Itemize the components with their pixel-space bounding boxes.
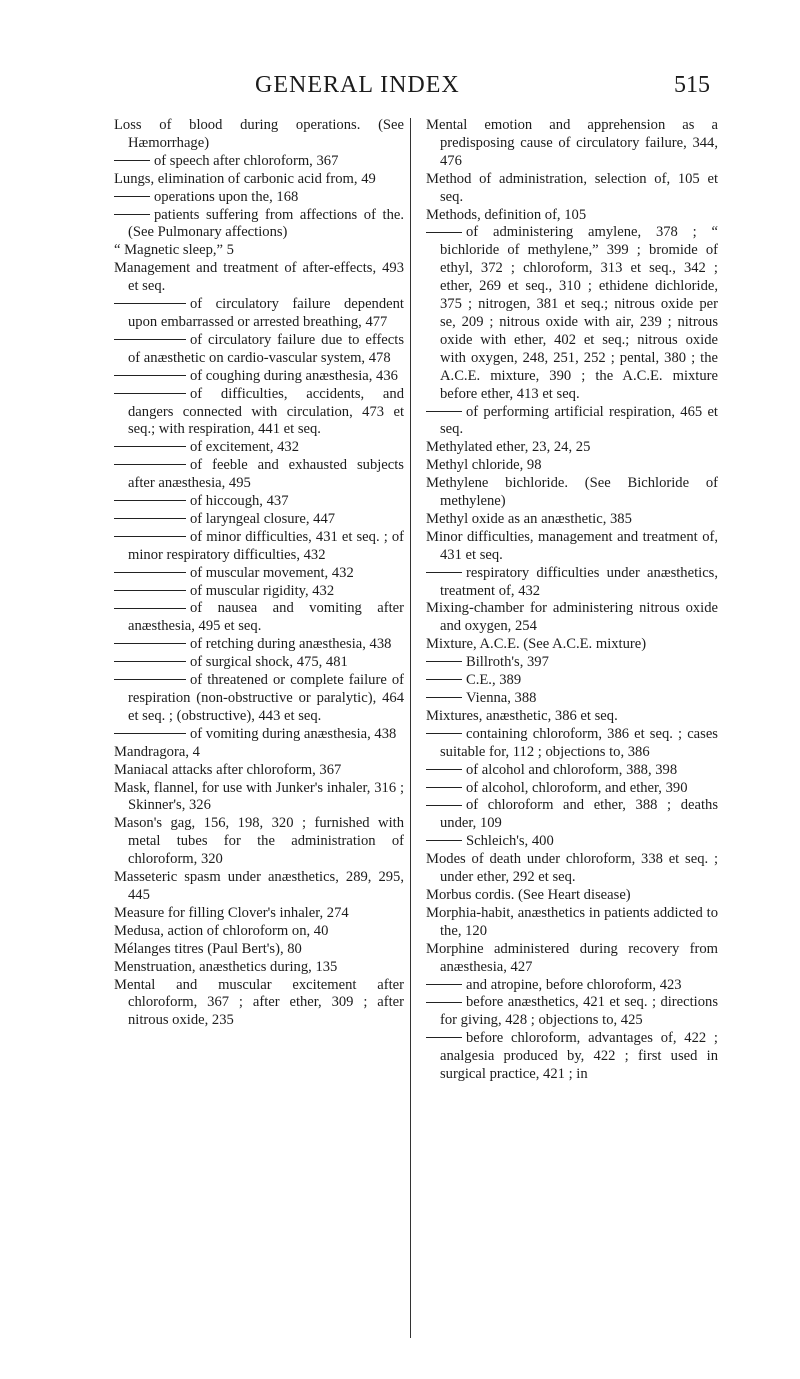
index-entry (426, 708, 718, 726)
ditto-dash (426, 984, 462, 985)
index-entry-text: Minor difficulties, management and treatment of, 431 et seq. (426, 528, 718, 563)
index-entry-text: patients suffering from affections of the. (See Pulmonary affections) (128, 206, 404, 241)
index-entry (114, 242, 404, 260)
index-entry (426, 1030, 718, 1084)
index-entry (114, 583, 404, 601)
index-entry-text: Modes of death under chloroform, 338 et seq. ; under ether, 292 et seq. (426, 851, 718, 886)
index-entry (114, 153, 404, 171)
page-header (0, 70, 800, 100)
index-entry-text: Maniacal attacks after chloroform, 367 (114, 761, 342, 778)
ditto-dash (426, 805, 462, 806)
index-entry (114, 529, 404, 565)
ditto-dash (114, 536, 186, 537)
index-entry (114, 511, 404, 529)
index-entry (426, 636, 718, 654)
ditto-dash (426, 232, 462, 233)
index-entry-text: Mental and muscular excitement after chloroform, 367 ; after ether, 309 ; after nitrous oxide, 235 (114, 976, 404, 1029)
index-entry (114, 171, 404, 189)
index-entry (426, 851, 718, 887)
ditto-dash (426, 661, 462, 662)
index-entry (114, 493, 404, 511)
index-entry-text: of minor difficulties, 431 et seq. ; of minor respiratory difficulties, 432 (128, 528, 404, 563)
ditto-dash (114, 679, 186, 680)
ditto-dash (114, 214, 150, 215)
index-entry (426, 833, 718, 851)
index-entry-text: of performing artificial respiration, 465 et seq. (440, 403, 718, 438)
index-entry-text: of alcohol and chloroform, 388, 398 (466, 761, 678, 778)
index-entry (426, 224, 718, 403)
index-entry (114, 565, 404, 583)
index-entry (114, 941, 404, 959)
index-entry-text: Mixtures, anæsthetic, 386 et seq. (426, 707, 618, 724)
column-divider (410, 118, 411, 1338)
index-entry-text: Loss of blood during operations. (See Hæmorrhage) (114, 117, 404, 151)
index-entry-text: of difficulties, accidents, and dangers connected with circulation, 473 et seq.; with respiration, 441 et seq. (128, 385, 404, 438)
index-entry (426, 941, 718, 977)
index-entry (114, 815, 404, 869)
index-entry (114, 780, 404, 816)
index-entry (114, 260, 404, 296)
index-entry-text: Masseteric spasm under anæsthetics, 289, 295, 445 (114, 869, 404, 903)
index-entry (114, 439, 404, 457)
index-entry (114, 117, 404, 153)
index-entry-text: Method of administration, selection of, 105 et seq. (426, 170, 718, 205)
index-entry-text: of vomiting during anæsthesia, 438 (190, 725, 397, 742)
index-entry-text: before anæsthetics, 421 et seq. ; directions for giving, 428 ; objections to, 425 (440, 994, 718, 1029)
index-entry-text: Methyl oxide as an anæsthetic, 385 (426, 510, 632, 527)
ditto-dash (114, 446, 186, 447)
index-entry (114, 762, 404, 780)
index-entry (426, 994, 718, 1030)
index-entry (426, 457, 718, 475)
index-entry-text: of laryngeal closure, 447 (190, 510, 336, 527)
index-entry-text: containing chloroform, 386 et seq. ; cases suitable for, 112 ; objections to, 386 (440, 725, 718, 760)
ditto-dash (114, 375, 186, 376)
index-entry (426, 404, 718, 440)
index-entry (426, 726, 718, 762)
index-entry-text: of circulatory failure dependent upon embarrassed or arrested breathing, 477 (128, 296, 404, 330)
ditto-dash (114, 518, 186, 519)
index-entry-text: Medusa, action of chloroform on, 40 (114, 922, 329, 939)
index-entry-text: of chloroform and ether, 388 ; deaths under, 109 (440, 797, 718, 832)
index-entry (114, 332, 404, 368)
index-entry-text: before chloroform, advantages of, 422 ; analgesia produced by, 422 ; first used in surgical practice, 421 ; in (440, 1030, 718, 1083)
index-entry-text: Methylated ether, 23, 24, 25 (426, 439, 591, 456)
index-entry-text: Lungs, elimination of carbonic acid from, 49 (114, 170, 376, 187)
index-entry-text: and atropine, before chloroform, 423 (466, 976, 682, 993)
index-entry (426, 439, 718, 457)
index-entry (114, 368, 404, 386)
index-entry-text: of retching during anæsthesia, 438 (190, 636, 392, 653)
index-entry-text: Morphine administered during recovery from anæsthesia, 427 (426, 940, 718, 975)
index-entry-text: Menstruation, anæsthetics during, 135 (114, 958, 338, 975)
index-entry-text: Morbus cordis. (See Heart disease) (426, 886, 631, 903)
ditto-dash (114, 643, 186, 644)
ditto-dash (114, 733, 186, 734)
index-entry (426, 475, 718, 511)
index-entry-text: Schleich's, 400 (466, 833, 554, 850)
ditto-dash (114, 500, 186, 501)
index-entry-text: Mask, flannel, for use with Junker's inhaler, 316 ; Skinner's, 326 (114, 779, 404, 814)
index-entry-text: Management and treatment of after-effects, 493 et seq. (114, 260, 404, 295)
ditto-dash (114, 339, 186, 340)
ditto-dash (426, 769, 462, 770)
index-entry (426, 654, 718, 672)
index-entry-text: of feeble and exhausted subjects after anæsthesia, 495 (128, 457, 404, 492)
ditto-dash (426, 1037, 462, 1038)
ditto-dash (114, 393, 186, 394)
ditto-dash (426, 840, 462, 841)
index-entry (114, 923, 404, 941)
index-entry (426, 797, 718, 833)
index-entry (114, 654, 404, 672)
ditto-dash (426, 411, 462, 412)
index-entry (426, 529, 718, 565)
index-entry (426, 117, 718, 171)
index-entry-text: of speech after chloroform, 367 (154, 152, 339, 169)
index-entry (114, 977, 404, 1031)
index-entry-text: Vienna, 388 (466, 690, 537, 706)
index-entry (114, 207, 404, 243)
left-index-column (114, 117, 404, 1030)
index-entry-text: of threatened or complete failure of respiration (non-obstructive or paralytic), 464 et seq. ; (obstructive), 443 et seq. (128, 672, 404, 724)
ditto-dash (426, 679, 462, 680)
index-entry-text: C.E., 389 (466, 672, 522, 689)
index-entry (426, 905, 718, 941)
index-entry (426, 780, 718, 798)
index-entry (114, 296, 404, 332)
index-entry-text: of muscular movement, 432 (190, 564, 354, 581)
index-entry (426, 690, 718, 708)
index-entry-text: of administering amylene, 378 ; “ bichloride of methylene,” 399 ; bromide of ethyl, 372 ; chloroform, 313 et seq., 342 ; ether, 269 et seq., 310 ; ethidene dichloride, 375 ; nitrogen, 381 et seq.; nitrous oxide per se, 209 ; nitrous oxide with air, 239 ; nitrous oxide with ether, 402 et seq.; nitrous oxide with oxygen, 248, 251, 252 ; pental, 380 ; the A.C.E. mixture, 390 ; the A.C.E. mixture before ether, 413 et seq. (440, 224, 718, 402)
index-entry-text: operations upon the, 168 (154, 188, 299, 205)
index-entry-text: Mixing-chamber for administering nitrous oxide and oxygen, 254 (426, 600, 718, 635)
ditto-dash (114, 303, 186, 304)
index-entry (426, 171, 718, 207)
ditto-dash (114, 196, 150, 197)
ditto-dash (114, 572, 186, 573)
ditto-dash (426, 733, 462, 734)
index-entry-text: Morphia-habit, anæsthetics in patients addicted to the, 120 (426, 904, 718, 939)
index-entry (426, 600, 718, 636)
index-entry (114, 636, 404, 654)
index-entry (114, 386, 404, 440)
index-entry (426, 762, 718, 780)
ditto-dash (426, 697, 462, 698)
index-entry-text: of excitement, 432 (190, 439, 300, 456)
index-entry (426, 207, 718, 225)
index-entry (114, 189, 404, 207)
index-entry-text: Measure for filling Clover's inhaler, 274 (114, 904, 349, 921)
index-entry (114, 905, 404, 923)
index-entry-text: of alcohol, chloroform, and ether, 390 (466, 779, 688, 796)
index-entry (426, 977, 718, 995)
index-entry (426, 887, 718, 905)
index-entry (114, 959, 404, 977)
index-entry (114, 457, 404, 493)
index-entry-text: Mason's gag, 156, 198, 320 ; furnished with metal tubes for the administration of chloroform, 320 (114, 815, 404, 868)
ditto-dash (114, 608, 186, 609)
ditto-dash (426, 787, 462, 788)
ditto-dash (426, 1002, 462, 1003)
index-entry (426, 511, 718, 529)
index-entry (114, 744, 404, 762)
index-entry-text: “ Magnetic sleep,” 5 (114, 242, 234, 259)
index-entry-text: of surgical shock, 475, 481 (190, 654, 348, 671)
index-entry-text: Methylene bichloride. (See Bichloride of methylene) (426, 475, 718, 510)
index-entry-text: of muscular rigidity, 432 (190, 582, 335, 599)
index-entry-text: Mental emotion and apprehension as a predisposing cause of circulatory failure, 344, 476 (426, 117, 718, 169)
ditto-dash (114, 160, 150, 161)
ditto-dash (426, 572, 462, 573)
index-entry-text: of nausea and vomiting after anæsthesia, 495 et seq. (128, 600, 404, 635)
index-entry-text: Methyl chloride, 98 (426, 457, 542, 474)
index-entry-text: Mélanges titres (Paul Bert's), 80 (114, 940, 302, 957)
index-entry (114, 726, 404, 744)
right-index-column (426, 117, 718, 1084)
index-entry (114, 672, 404, 726)
index-entry (114, 600, 404, 636)
index-entry-text: of hiccough, 437 (190, 493, 289, 510)
index-entry-text: Mandragora, 4 (114, 743, 200, 760)
index-entry (426, 565, 718, 601)
ditto-dash (114, 661, 186, 662)
ditto-dash (114, 464, 186, 465)
index-entry (114, 869, 404, 905)
index-entry-text: respiratory difficulties under anæsthetics, treatment of, 432 (440, 564, 718, 599)
index-entry-text: Billroth's, 397 (466, 654, 549, 671)
index-entry-text: Mixture, A.C.E. (See A.C.E. mixture) (426, 636, 647, 653)
index-entry-text: of circulatory failure due to effects of anæsthetic on cardio-vascular system, 478 (128, 331, 404, 366)
ditto-dash (114, 590, 186, 591)
running-title: GENERAL INDEX (255, 72, 460, 98)
index-entry (426, 672, 718, 690)
index-entry-text: Methods, definition of, 105 (426, 206, 587, 223)
index-entry-text: of coughing during anæsthesia, 436 (190, 367, 398, 384)
page-number: 515 (674, 72, 710, 98)
